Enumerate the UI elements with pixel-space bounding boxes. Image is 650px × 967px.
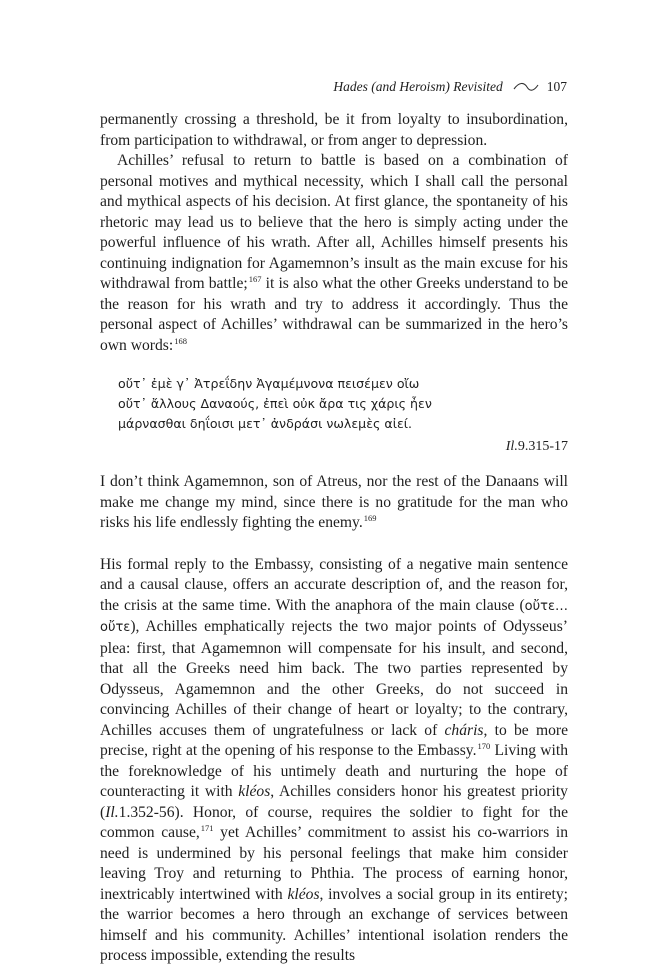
verse-translation: I don’t think Agamemnon, son of Atreus, nor the rest of the Danaans will make me change my mind, since there is no gratitude for the man who risks his life endlessly fighting the enemy.$^{169}$ xyxy=(100,473,568,531)
tilde-flourish-icon xyxy=(513,81,539,93)
term-charis: cháris xyxy=(444,721,484,739)
greek-verse-quote xyxy=(118,374,568,456)
paragraph-continued: permanently crossing a threshold, be it from loyalty to insubordination, from participation to withdrawal, or from anger to depression. xyxy=(100,111,568,149)
body-text xyxy=(100,110,568,967)
verse-line: οὔτ᾽ ἄλλους Δαναούς, ἐπεὶ οὐκ ἄρα τις χάρις ἦεν xyxy=(118,396,432,411)
verse-line: μάρνασθαι δηΐοισι μετ᾽ ἀνδράσι νωλεμὲς αἰεί. xyxy=(118,416,413,431)
page-number: 107 xyxy=(546,79,567,94)
footnote-ref-171[interactable]: 171 xyxy=(200,823,214,833)
running-title: Hades (and Heroism) Revisited xyxy=(333,79,503,94)
term-kleos: kléos xyxy=(287,885,320,903)
footnote-ref-168[interactable]: 168 xyxy=(174,335,187,346)
term-kleos: kléos xyxy=(238,783,271,800)
verse-line: οὔτ᾽ ἐμὲ γ᾽ Ἀτρεΐδην Ἀγαμέμνονα πεισέμεν οἴω xyxy=(118,376,420,391)
footnote-ref-167[interactable]: 167 xyxy=(248,274,262,284)
citation-iliad: Il. xyxy=(105,803,119,821)
footnote-ref-169[interactable]: 169 xyxy=(363,513,377,523)
footnote-ref-170[interactable]: 170 xyxy=(477,741,491,751)
paragraph-formal-reply: His formal reply to the Embassy, consisting of a negative main sentence and a causal clause, offers an accurate description of, and the reason for, the crisis at the same time. With the anaphora of the main clause (οὔτε…οὔτε), Achilles emphatically rejects the two major points of Odysseus’ plea: first, that Agamemnon will compensate for his insult, and second, that all the Greeks need him back. The two parties represented by Odysseus, Agamemnon and the other Greeks, do not succeed in convincing Achilles of their change of heart or loyalty; to the contrary, Achilles accuses them of ungratefulness or lack of cháris, to be more precise, right at the opening of his response to the Embassy.$^{170}$ Living with the foreknowledge of his untimely death and nurturing the hope of counteracting it with kléos, Achilles considers honor his greatest priority (Il.1.352-56). Honor, of course, requires the soldier to fight for the common cause,$^{171}$ yet Achilles’ commitment to assist his co-warriors in need is undermined by his personal feelings that make him consider leaving Troy and returning to Phthia. The process of earning honor, inextricably intertwined with kléos, involves a social group in its entirety; the warrior becomes a hero through an exchange of services between himself and his community. Achilles’ intentional isolation renders the process impossible, extending the results xyxy=(100,555,568,964)
running-header xyxy=(333,79,567,95)
paragraph-achilles-refusal: Achilles’ refusal to return to battle is based on a combination of personal motives and mythical necessity, which I shall call the personal and mythical aspects of his decision. At first glance, the spontaneity of his rhetoric may lead us to believe that the hero is simply acting under the powerful influence of his wrath. After all, Achilles himself presents his continuing indignation for Agamemnon’s insult as the main excuse for his withdrawal from battle;$^{167}$ it is also what the other Greeks understand to be the reason for his wrath and try to address it accordingly. Thus the personal aspect of Achilles’ withdrawal can be summarized in the hero’s own words:$^{168}$ xyxy=(100,152,568,354)
verse-citation: Il.9.315-17 xyxy=(505,439,568,454)
greek-anaphora: οὔτε…οὔτε xyxy=(100,598,568,635)
